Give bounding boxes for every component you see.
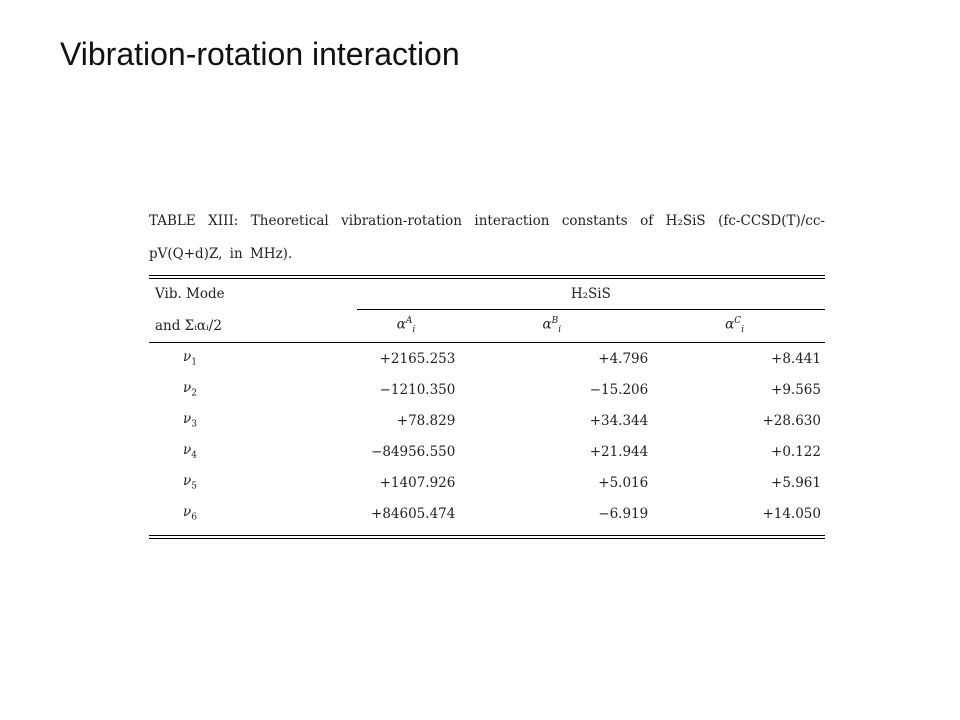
mode-cell <box>149 405 357 436</box>
group-header: H₂SiS <box>357 279 825 310</box>
table-caption: TABLE XIII: Theoretical vibration-rotation interaction constants of H₂SiS (fc-CCSD(T)/cc-pV(Q+d)Z, in MHz). <box>149 213 825 262</box>
nu-symbol: ν <box>183 411 192 428</box>
alpha-a-value: −84956.550 <box>371 443 456 460</box>
table-figure <box>149 205 825 539</box>
mode-cell <box>149 374 357 405</box>
alpha-sup-b: B <box>551 316 559 327</box>
col-header-alpha-c <box>648 310 825 343</box>
alpha-c-value: +14.050 <box>762 505 821 522</box>
nu-symbol: ν <box>183 473 192 490</box>
alpha-b-value: +34.344 <box>589 412 649 429</box>
alpha-sup-c: C <box>734 316 742 327</box>
alpha-a-value: −1210.350 <box>379 381 456 398</box>
nu-symbol: ν <box>183 380 192 397</box>
table-row <box>149 374 825 405</box>
alpha-sub-a: i <box>412 325 416 336</box>
header-mode-line2: and Σᵢαᵢ/2 <box>155 317 222 334</box>
alpha-a-value: +1407.926 <box>379 474 456 491</box>
alpha-a-value: +2165.253 <box>379 350 456 367</box>
mode-index: 1 <box>191 357 197 368</box>
alpha-a-value: +78.829 <box>396 412 456 429</box>
table-row <box>149 343 825 374</box>
alpha-c-value: +0.122 <box>771 443 821 460</box>
mode-cell <box>149 467 357 498</box>
header-mode-line1: Vib. Mode <box>155 286 225 303</box>
col-header-alpha-b <box>455 310 648 343</box>
mode-index: 5 <box>191 481 197 492</box>
mode-index: 6 <box>191 512 197 523</box>
alpha-b-value: −6.919 <box>598 505 649 522</box>
alpha-c-value: +8.441 <box>771 350 821 367</box>
alpha-c-value: +9.565 <box>771 381 821 398</box>
alpha-b-value: +5.016 <box>598 474 649 491</box>
table-row <box>149 467 825 498</box>
table-row <box>149 436 825 467</box>
alpha-sub-c: i <box>741 325 745 336</box>
alpha-symbol: α <box>396 316 406 333</box>
mode-cell <box>149 343 357 374</box>
slide-title: Vibration-rotation interaction <box>60 36 460 72</box>
nu-symbol: ν <box>183 504 192 521</box>
nu-symbol: ν <box>183 442 192 459</box>
table-row <box>149 498 825 529</box>
alpha-symbol: α <box>542 316 552 333</box>
mode-index: 2 <box>191 388 197 399</box>
col-header-alpha-a <box>357 310 456 343</box>
mode-index: 4 <box>191 450 197 461</box>
alpha-c-value: +28.630 <box>762 412 821 429</box>
alpha-b-value: +21.944 <box>589 443 649 460</box>
alpha-sup-a: A <box>405 316 413 327</box>
nu-symbol: ν <box>183 349 192 366</box>
alpha-c-value: +5.961 <box>771 474 821 491</box>
bottom-rule <box>149 535 825 539</box>
alpha-symbol: α <box>725 316 735 333</box>
constants-table <box>149 279 825 529</box>
alpha-sub-b: i <box>558 325 562 336</box>
alpha-b-value: −15.206 <box>589 381 649 398</box>
mode-cell <box>149 498 357 529</box>
table-row <box>149 405 825 436</box>
alpha-a-value: +84605.474 <box>371 505 456 522</box>
mode-cell <box>149 436 357 467</box>
alpha-b-value: +4.796 <box>598 350 649 367</box>
mode-index: 3 <box>191 419 197 430</box>
